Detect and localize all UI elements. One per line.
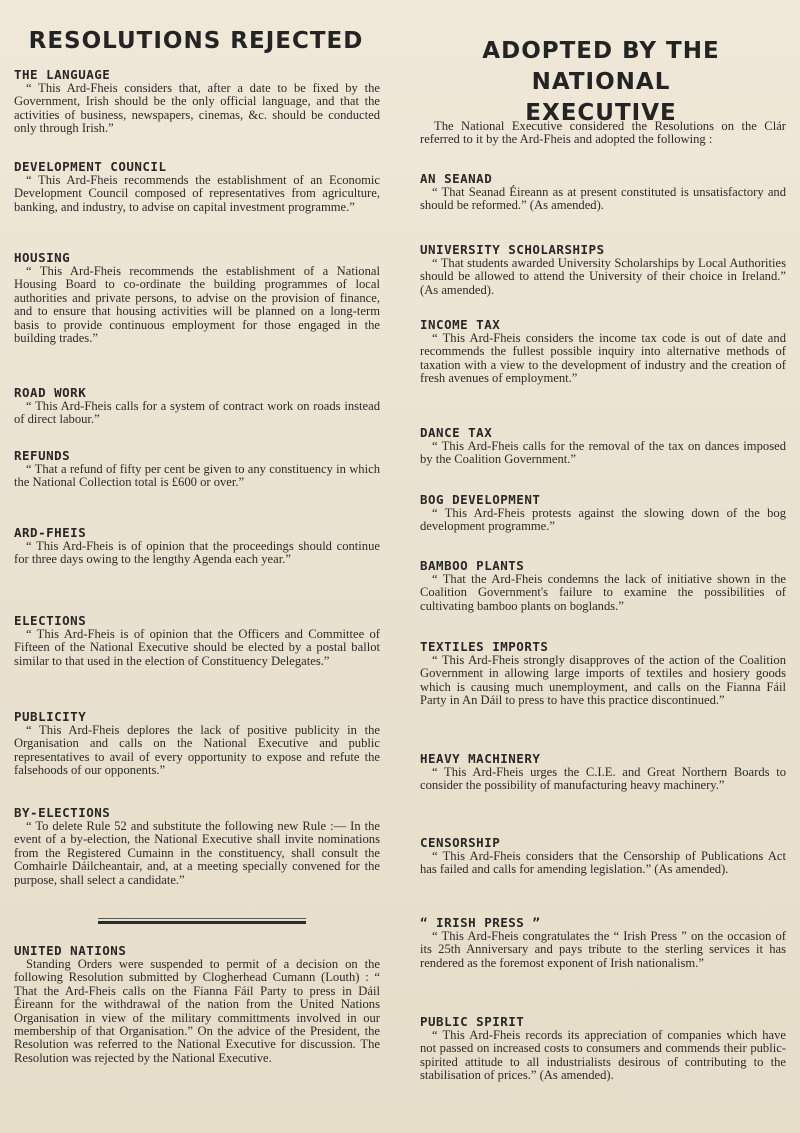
section-united-nations (14, 944, 380, 1065)
section-housing (14, 251, 380, 345)
section-text: “ That the Ard-Fheis condemns the lack of initiative shown in the Coalition Government's failure to examine the possibilities of cultivating bamboo plants on boglands.” (420, 572, 786, 613)
section-text: “ To delete Rule 52 and substitute the following new Rule :— In the event of a by-election, the National Executive shall invite nominations from the Registered Cumainn in the constituency, shall consult the Comhairle Dáilcheantair, and, at a meeting specially convened for the purpose, shall select a candidate.” (14, 819, 380, 887)
section-heading: TEXTILES IMPORTS (420, 639, 549, 654)
section-text: “ That students awarded University Scholarships by Local Authorities should be allowed to attend the University of their choice in Ireland.” (As amended). (420, 256, 786, 297)
section-heading: BAMBOO PLANTS (420, 558, 525, 573)
section-income-tax (420, 318, 786, 386)
section-text: “ This Ard-Fheis deplores the lack of positive publicity in the Organisation and calls on the National Executive and public representatives to avail of every opportunity to expose and refute the falsehoods of our opponents.” (14, 723, 380, 778)
adopted-title (412, 36, 790, 129)
section-censorship (420, 836, 786, 877)
section-refunds (14, 449, 380, 490)
section-heading: UNIVERSITY SCHOLARSHIPS (420, 242, 605, 257)
section-university-scholarships (420, 243, 786, 297)
section-text: Standing Orders were suspended to permit of a decision on the following Resolution submitted by Clogherhead Cumann (Louth) : “ That the Ard-Fheis calls on the Fianna Fáil Party to press in Dáil Éireann for the withdrawal of the nation from the United Nations Organisation in view of the military committments involved in our membership of that Organisation.” On the advice of the President, the Resolution was referred to the National Executive for discussion. The Resolution was rejected by the National Executive. (14, 957, 380, 1065)
adopted-intro: The National Executive considered the Resolutions on the Clár referred to it by the Ard-Fheis and adopted the following : (420, 118, 786, 147)
section-heading: ARD-FHEIS (14, 525, 87, 540)
section-heading: HOUSING (14, 250, 71, 265)
section-text: “ That Seanad Éireann as at present constituted is unsatisfactory and should be reformed.” (As amended). (420, 185, 786, 213)
section-publicity (14, 710, 380, 778)
section-heavy-machinery (420, 752, 786, 793)
rejected-title: RESOLUTIONS REJECTED (28, 28, 364, 54)
section-text: “ This Ard-Fheis is of opinion that the Officers and Committee of Fifteen of the National Executive should be elected by a postal ballot similar to that used in the election of Constituency Delegates.” (14, 627, 380, 668)
section-text: “ This Ard-Fheis considers that, after a date to be fixed by the Government, Irish should be the only official language, and that the activities of business, newspapers, cinemas, &c. should be conducted only through Irish.” (14, 81, 380, 136)
section-text: “ This Ard-Fheis is of opinion that the proceedings should continue for three days owing to the lengthy Agenda each year.” (14, 539, 380, 567)
adopted-title-line-1: ADOPTED BY THE NATIONAL (482, 38, 720, 95)
section-text: “ This Ard-Fheis recommends the establishment of an Economic Development Council composed of representatives from agriculture, banking, and industry, to advise on capital investment programme.” (14, 173, 380, 214)
section-text: “ This Ard-Fheis records its appreciation of companies which have not passed on increased costs to consumers and commends their public-spirited attitude to all industrialists desirous of contributing to the stabilisation of prices.” (As amended). (420, 1028, 786, 1083)
section-heading: DEVELOPMENT COUNCIL (14, 159, 167, 174)
section-ard-fheis (14, 526, 380, 567)
section-heading: UNITED NATIONS (14, 943, 127, 958)
section-heading: DANCE TAX (420, 425, 493, 440)
section-divider (98, 921, 306, 924)
section-text: “ This Ard-Fheis congratulates the “ Irish Press ” on the occasion of its 25th Anniversary and pays tribute to the sterling services it has rendered as the foremost exponent of Irish nationalism.” (420, 929, 786, 970)
section-heading: PUBLIC SPIRIT (420, 1014, 525, 1029)
section-heading: REFUNDS (14, 448, 71, 463)
section-text: “ This Ard-Fheis calls for a system of contract work on roads instead of direct labour.” (14, 399, 380, 427)
section-heading: “ IRISH PRESS ” (420, 915, 541, 930)
section-text: “ This Ard-Fheis protests against the slowing down of the bog development programme.” (420, 506, 786, 534)
section-irish-press (420, 916, 786, 970)
section-heading: HEAVY MACHINERY (420, 751, 541, 766)
section-the-language (14, 68, 380, 136)
section-heading: CENSORSHIP (420, 835, 501, 850)
section-heading: BOG DEVELOPMENT (420, 492, 541, 507)
section-heading: ELECTIONS (14, 613, 87, 628)
section-bamboo-plants (420, 559, 786, 613)
section-road-work (14, 386, 380, 427)
section-text: “ That a refund of fifty per cent be given to any constituency in which the National Collection total is £600 or over.” (14, 462, 380, 490)
section-heading: THE LANGUAGE (14, 67, 111, 82)
section-text: “ This Ard-Fheis calls for the removal of the tax on dances imposed by the Coalition Government.” (420, 439, 786, 467)
section-heading: PUBLICITY (14, 709, 87, 724)
section-heading: INCOME TAX (420, 317, 501, 332)
section-an-seanad (420, 172, 786, 213)
section-text: “ This Ard-Fheis considers the income tax code is out of date and recommends the fullest possible inquiry into alternative methods of taxation with a view to the development of industry and the creation of fresh avenues of employment.” (420, 331, 786, 386)
section-text: “ This Ard-Fheis urges the C.I.E. and Great Northern Boards to consider the possibility of manufacturing heavy machinery.” (420, 765, 786, 793)
section-heading: BY-ELECTIONS (14, 805, 111, 820)
section-text: “ This Ard-Fheis considers that the Censorship of Publications Act has failed and calls for amending legislation.” (As amended). (420, 849, 786, 877)
section-dance-tax (420, 426, 786, 467)
section-heading: AN SEANAD (420, 171, 493, 186)
section-public-spirit (420, 1015, 786, 1083)
section-textiles-imports (420, 640, 786, 708)
section-by-elections (14, 806, 380, 887)
section-heading: ROAD WORK (14, 385, 87, 400)
section-text: “ This Ard-Fheis strongly disapproves of the action of the Coalition Government in allowing large imports of textiles and hosiery goods which is causing much unemployment, and calls on the Fianna Fáil Party in An Dáil to press to have this practice discontinued.” (420, 653, 786, 708)
section-elections (14, 614, 380, 668)
section-bog-development (420, 493, 786, 534)
section-development-council (14, 160, 380, 214)
adopted-title-line-2: EXECUTIVE (525, 100, 677, 126)
section-text: “ This Ard-Fheis recommends the establishment of a National Housing Board to co-ordinate the building programmes of local authorities and private persons, to advise on the provision of finance, and to ensure that housing activities will be planned on a long-term basis to provide continuous employment for those engaged in the building trades.” (14, 264, 380, 346)
